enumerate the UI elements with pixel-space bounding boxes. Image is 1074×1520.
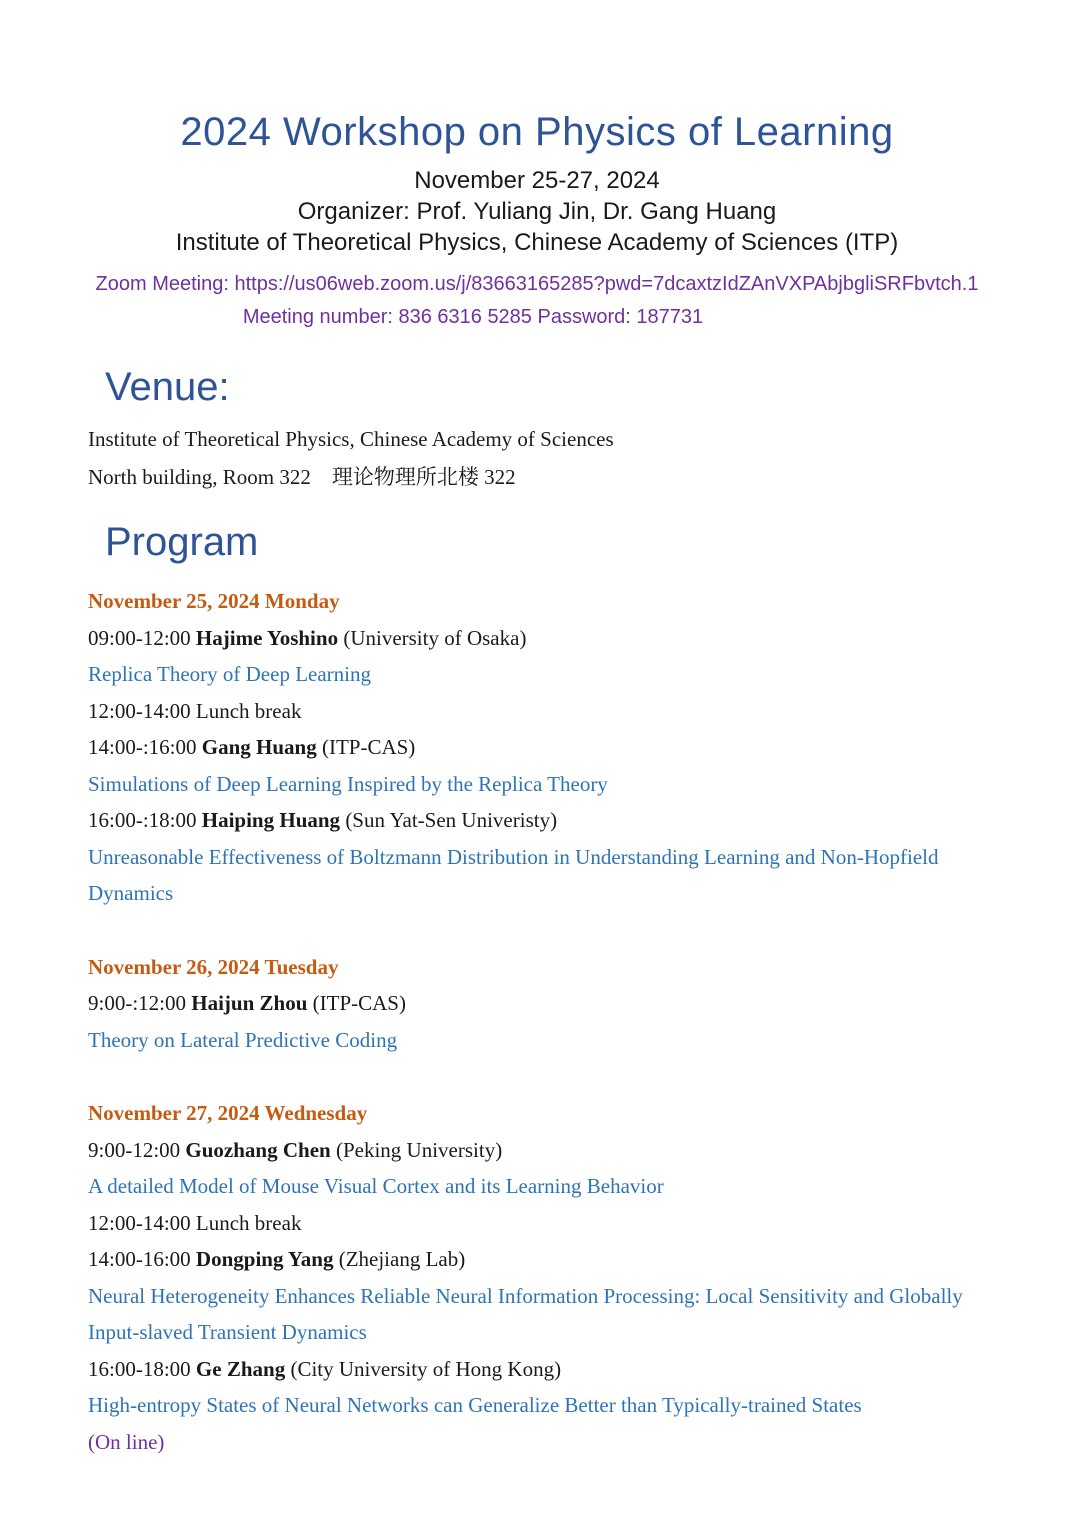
speaker-name: Ge Zhang xyxy=(195,1356,286,1381)
session-line xyxy=(88,729,1008,766)
talk-title: Neural Heterogeneity Enhances Reliable Neural Information Processing: Local Sensitivity and Globally Input-slaved Transient Dynamics xyxy=(88,1283,963,1344)
speaker-affiliation: (ITP-CAS) xyxy=(321,735,416,759)
speaker-affiliation: (Zhejiang Lab) xyxy=(338,1247,466,1271)
organizer-line: Organizer: Prof. Yuliang Jin, Dr. Gang Huang xyxy=(297,198,777,225)
speaker-name: Dongping Yang xyxy=(195,1247,334,1271)
session-line xyxy=(88,802,1008,839)
talk-title: High-entropy States of Neural Networks can Generalize Better than Typically-trained States xyxy=(88,1393,862,1417)
venue-line: North building, Room 322 理论物理所北楼 322 xyxy=(88,465,516,489)
session-line xyxy=(88,985,1008,1022)
document-header xyxy=(0,0,1074,329)
session-time: 9:00-:12:00 xyxy=(88,991,186,1015)
speaker-affiliation: (Peking University) xyxy=(335,1137,503,1162)
event-date-line: November 25-27, 2024 xyxy=(414,167,660,194)
program-day xyxy=(88,949,1008,1059)
session-time: 14:00-16:00 xyxy=(88,1247,191,1271)
zoom-meeting-link[interactable]: Zoom Meeting: https://us06web.zoom.us/j/83663165285?pwd=7dcaxtzIdZAnVXPAbjbgliSRFbvtch.1 xyxy=(95,273,979,295)
session-time: 09:00-12:00 xyxy=(88,625,191,650)
online-note: (On line) xyxy=(88,1429,165,1454)
program-days xyxy=(88,583,1008,1460)
day-heading: November 26, 2024 Tuesday xyxy=(88,954,339,979)
schedule-line: 12:00-14:00 Lunch break xyxy=(88,1210,302,1235)
speaker-name: Haijun Zhou xyxy=(191,991,308,1015)
institute-line: Institute of Theoretical Physics, Chinese Academy of Sciences (ITP) xyxy=(175,229,899,256)
talk-title: Simulations of Deep Learning Inspired by the Replica Theory xyxy=(88,771,608,796)
speaker-name: Gang Huang xyxy=(201,735,317,759)
speaker-name: Guozhang Chen xyxy=(185,1137,331,1162)
page-title: 2024 Workshop on Physics of Learning xyxy=(180,110,894,154)
meeting-number-line: Meeting number: 836 6316 5285 Password: 187731 xyxy=(242,306,704,328)
talk-title: Replica Theory of Deep Learning xyxy=(88,662,371,686)
talk-title: Theory on Lateral Predictive Coding xyxy=(88,1027,398,1052)
document-body xyxy=(0,365,1074,1460)
venue-details xyxy=(88,420,1008,496)
talk-title: A detailed Model of Mouse Visual Cortex and its Learning Behavior xyxy=(88,1174,664,1198)
day-heading: November 27, 2024 Wednesday xyxy=(88,1101,368,1125)
day-heading: November 25, 2024 Monday xyxy=(88,589,340,613)
speaker-name: Haiping Huang xyxy=(201,808,341,832)
speaker-affiliation: (City University of Hong Kong) xyxy=(290,1356,562,1381)
session-time: 16:00-:18:00 xyxy=(88,808,197,832)
program-day xyxy=(88,1095,1008,1460)
speaker-name: Hajime Yoshino xyxy=(195,625,339,650)
venue-heading: Venue: xyxy=(105,365,230,409)
session-line xyxy=(88,1241,1008,1278)
session-line xyxy=(88,1132,1008,1169)
session-time: 14:00-:16:00 xyxy=(88,735,197,759)
session-line xyxy=(88,620,1008,657)
speaker-affiliation: (ITP-CAS) xyxy=(312,991,406,1015)
schedule-line: 12:00-14:00 Lunch break xyxy=(88,698,302,723)
talk-title: Unreasonable Effectiveness of Boltzmann Distribution in Understanding Learning and Non-Hopfield Dynamics xyxy=(88,844,939,905)
program-heading: Program xyxy=(105,520,259,564)
session-time: 9:00-12:00 xyxy=(88,1137,181,1162)
session-line xyxy=(88,1351,1008,1388)
program-day xyxy=(88,583,1008,912)
venue-line: Institute of Theoretical Physics, Chinese Academy of Sciences xyxy=(88,427,614,451)
speaker-affiliation: (Sun Yat-Sen Univeristy) xyxy=(345,808,558,832)
speaker-affiliation: (University of Osaka) xyxy=(343,625,527,650)
session-time: 16:00-18:00 xyxy=(88,1356,191,1381)
